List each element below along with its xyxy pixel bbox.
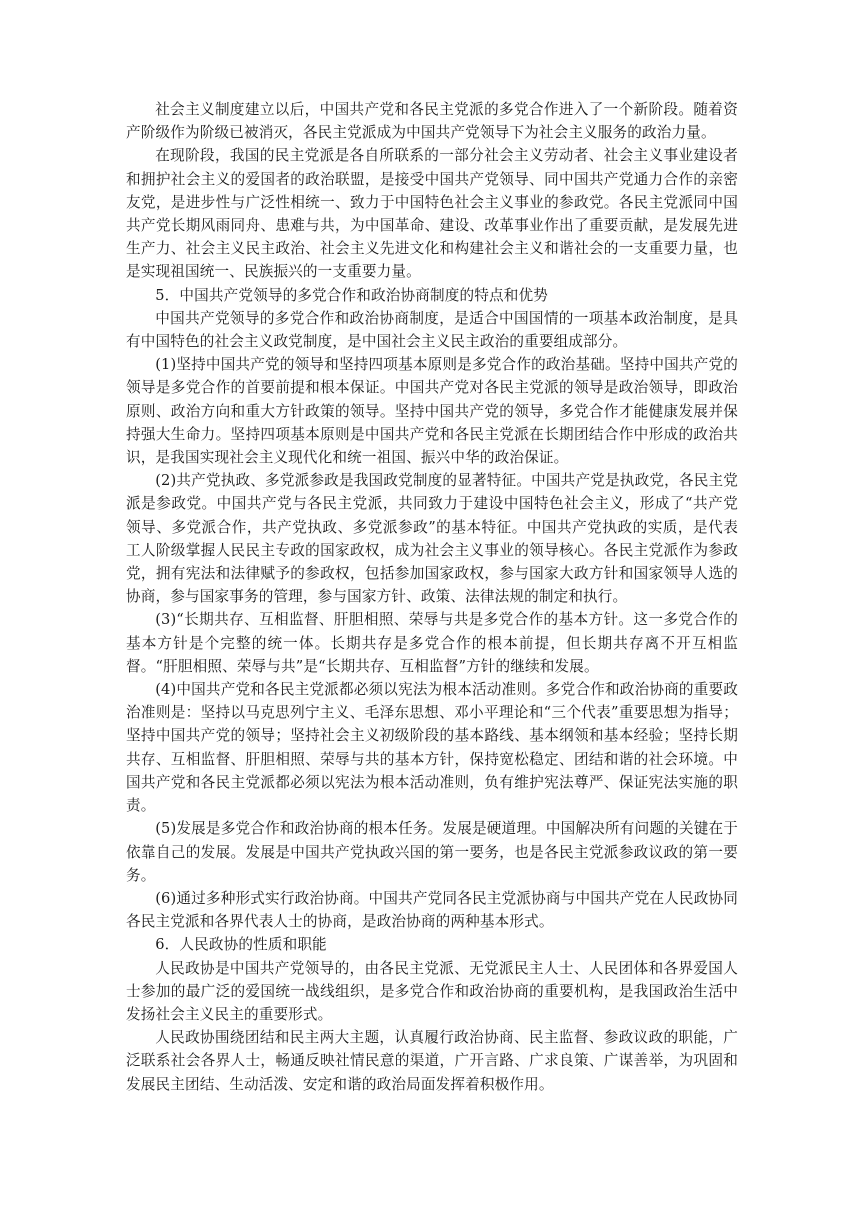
paragraph: (4)中国共产党和各民主党派都必须以宪法为根本活动准则。多党合作和政治协商的重要政治准则是：坚持以马克思列宁主义、毛泽东思想、邓小平理论和“三个代表”重要思想为指导；坚持中国共产党的领导；坚持社会主义初级阶段的基本路线、基本纲领和基本经验；坚持长期共存、互相监督、肝胆相照、荣辱与共的基本方针，保持宽松稳定、团结和谐的社会环境。中国共产党和各民主党派都必须以宪法为根本活动准则，负有维护宪法尊严、保证宪法实施的职责。 [126, 681, 738, 815]
document-body [126, 98, 738, 1096]
section-heading: 5．中国共产党领导的多党合作和政治协商制度的特点和优势 [155, 286, 548, 304]
paragraph: 人民政协围绕团结和民主两大主题，认真履行政治协商、民主监督、参政议政的职能，广泛联系社会各界人士，畅通反映社情民意的渠道，广开言路、广求良策、广谋善举，为巩固和发展民主团结、生动活泼、安定和谐的政治局面发挥着积极作用。 [126, 1029, 738, 1093]
paragraph: (2)共产党执政、多党派参政是我国政党制度的显著特征。中国共产党是执政党，各民主党派是参政党。中国共产党与各民主党派，共同致力于建设中国特色社会主义，形成了“共产党领导、多党派合作，共产党执政、多党派参政”的基本特征。中国共产党执政的实质，是代表工人阶级掌握人民民主专政的国家政权，成为社会主义事业的领导核心。各民主党派作为参政党，拥有宪法和法律赋予的参政权，包括参加国家政权，参与国家大政方针和国家领导人选的协商，参与国家事务的管理，参与国家方针、政策、法律法规的制定和执行。 [126, 472, 738, 606]
paragraph: 社会主义制度建立以后，中国共产党和各民主党派的多党合作进入了一个新阶段。随着资产阶级作为阶级已被消灭，各民主党派成为中国共产党领导下为社会主义服务的政治力量。 [126, 101, 738, 142]
paragraph: (1)坚持中国共产党的领导和坚持四项基本原则是多党合作的政治基础。坚持中国共产党的领导是多党合作的首要前提和根本保证。中国共产党对各民主党派的领导是政治领导，即政治原则、政治方向和重大方针政策的领导。坚持中国共产党的领导，多党合作才能健康发展并保持强大生命力。坚持四项基本原则是中国共产党和各民主党派在长期团结合作中形成的政治共识，是我国实现社会主义现代化和统一祖国、振兴中华的政治保证。 [126, 356, 738, 467]
paragraph: 在现阶段，我国的民主党派是各自所联系的一部分社会主义劳动者、社会主义事业建设者和拥护社会主义的爱国者的政治联盟，是接受中国共产党领导、同中国共产党通力合作的亲密友党，是进步性与广泛性相统一、致力于中国特色社会主义事业的参政党。各民主党派同中国共产党长期风雨同舟、患难与共，为中国革命、建设、改革事业作出了重要贡献，是发展先进生产力、社会主义民主政治、社会主义先进文化和构建社会主义和谐社会的一支重要力量，也是实现祖国统一、民族振兴的一支重要力量。 [126, 147, 738, 281]
paragraph: (5)发展是多党合作和政治协商的根本任务。发展是硬道理。中国解决所有问题的关键在于依靠自己的发展。发展是中国共产党执政兴国的第一要务，也是各民主党派参政议政的第一要务。 [126, 820, 738, 884]
paragraph: 人民政协是中国共产党领导的，由各民主党派、无党派民主人士、人民团体和各界爱国人士参加的最广泛的爱国统一战线组织，是多党合作和政治协商的重要机构，是我国政治生活中发扬社会主义民主的重要形式。 [126, 959, 738, 1023]
paragraph: (3)“长期共存、互相监督、肝胆相照、荣辱与共是多党合作的基本方针。这一多党合作的基本方针是个完整的统一体。长期共存是多党合作的根本前提，但长期共存离不开互相监督。“肝胆相照、荣辱与共”是“长期共存、互相监督”方针的继续和发展。 [126, 611, 738, 675]
paragraph: (6)通过多种形式实行政治协商。中国共产党同各民主党派协商与中国共产党在人民政协同各民主党派和各界代表人士的协商，是政治协商的两种基本形式。 [126, 889, 738, 931]
section-heading: 6．人民政协的性质和职能 [155, 936, 327, 954]
paragraph: 中国共产党领导的多党合作和政治协商制度，是适合中国国情的一项基本政治制度，是具有中国特色的社会主义政党制度，是中国社会主义民主政治的重要组成部分。 [126, 309, 738, 351]
